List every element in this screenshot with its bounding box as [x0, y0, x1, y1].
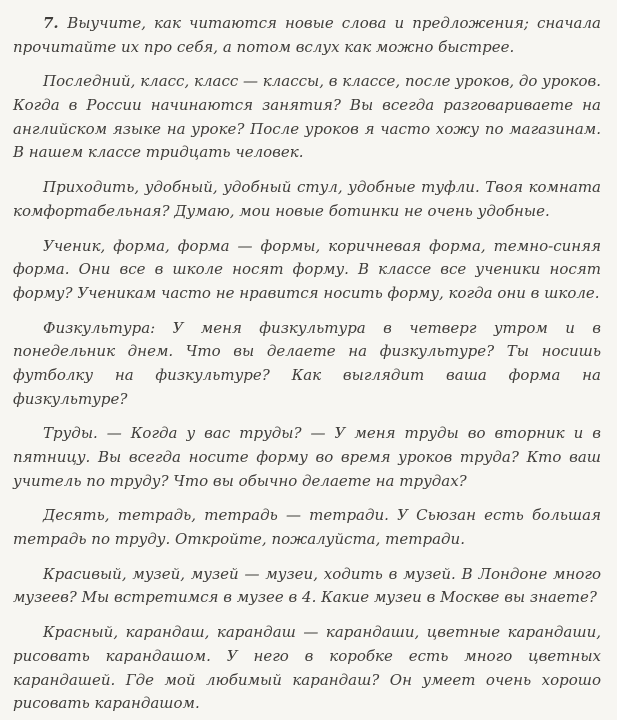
paragraph: Труды. — Когда у вас труды? — У меня труды во вторник и в пятницу. Вы всегда носите форму во время уроков труда? Кто ваш учитель по труду? Что вы обычно делаете на трудах? [13, 424, 601, 490]
paragraph: Красивый, музей, музей — музеи, ходить в музей. В Лондоне много музеев? Мы встретимся в музее в 4. Какие музеи в Москве вы знаете? [13, 564, 601, 607]
paragraph: Физкультура: У меня физкультура в четверг утром и в понедельник днем. Что вы делаете на физкультуре? Ты носишь футболку на физкультуре? Как выглядит ваша форма на физкультуре? [13, 318, 601, 408]
paragraph: Десять, тетрадь, тетрадь — тетради. У Сьюзан есть большая тетрадь по труду. Откройте, пожалуйста, тетради. [13, 506, 601, 549]
paragraph-container [13, 12, 601, 716]
paragraph: Красный, карандаш, карандаш — карандаши, цветные карандаши, рисовать карандашом. У него в коробке есть много цветных карандашей. Где мой любимый карандаш? Он умеет очень хорошо рисовать карандашом. [13, 623, 601, 713]
paragraph: 7. Выучите, как читаются новые слова и предложения; сначала прочитайте их про себя, а потом вслух как можно быстрее. [13, 14, 601, 56]
paragraph: Приходить, удобный, удобный стул, удобные туфли. Твоя комната комфортабельная? Думаю, мои новые ботинки не очень удобные. [13, 178, 601, 220]
paragraph: Ученик, форма, форма — формы, коричневая форма, темно-синяя форма. Они все в школе носят форму. В классе все ученики носят форму? Ученикам часто не нравится носить форму, когда они в школе. [13, 236, 601, 302]
paragraph: Последний, класс, класс — классы, в классе, после уроков, до уроков. Когда в России начинаются занятия? Вы всегда разговариваете на английском языке на уроке? После уроков я часто хожу по магазинам. В нашем классе тридцать человек. [13, 72, 601, 162]
exercise-number: 7. [43, 14, 68, 32]
